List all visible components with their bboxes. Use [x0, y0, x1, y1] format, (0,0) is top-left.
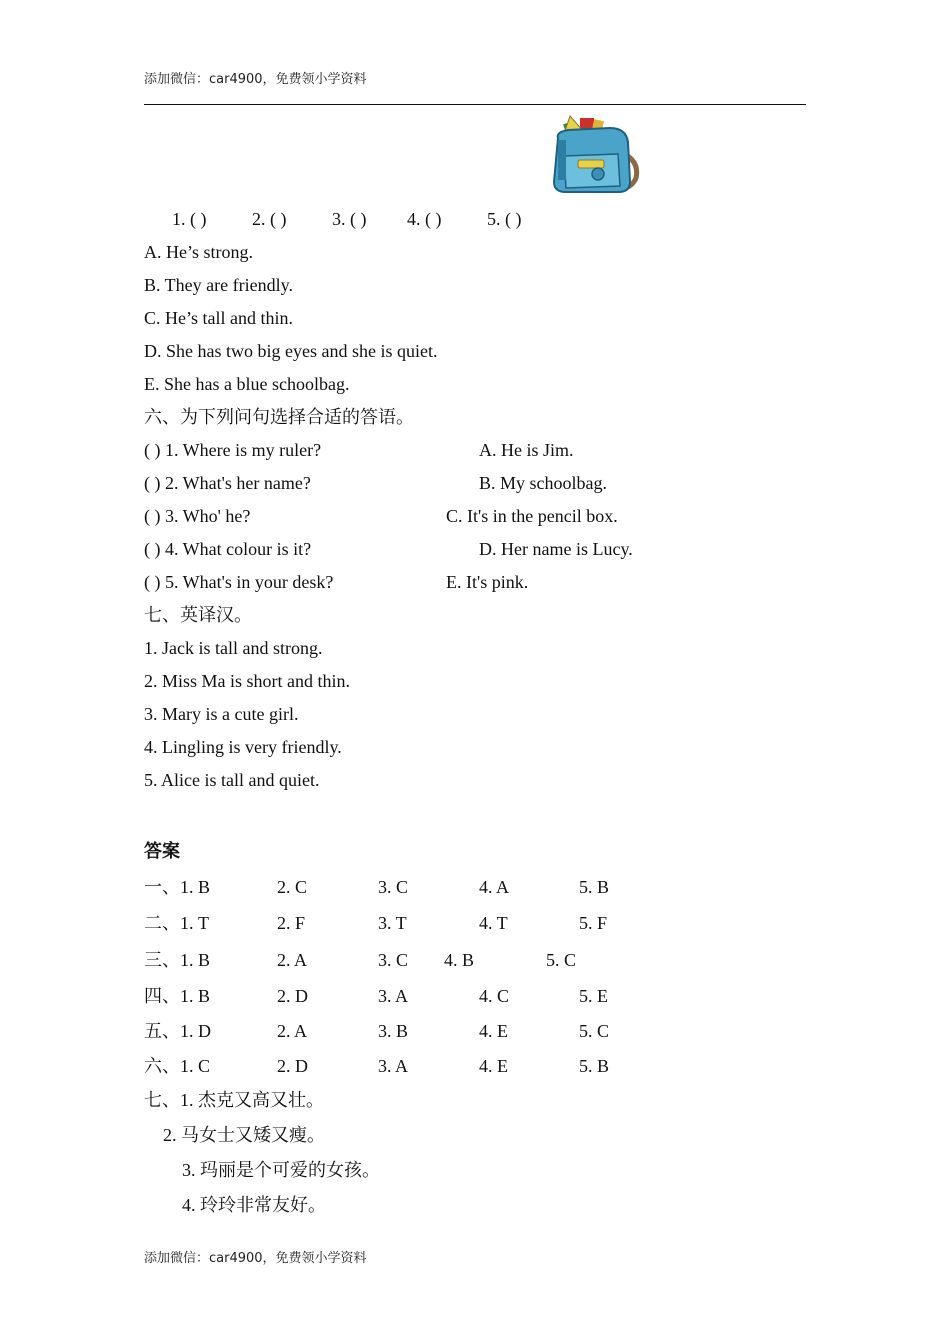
answer-row-6-col-2: 2. D — [277, 1056, 308, 1076]
blank-4[interactable]: 4. ( ) — [407, 209, 442, 229]
answer-row-3-col-2: 2. A — [277, 950, 308, 970]
section-6-question-2[interactable]: ( ) 2. What's her name? — [144, 473, 311, 493]
page-footer: 添加微信：car4900，免费领小学资料 — [144, 1251, 367, 1266]
answer-row-3-col-4: 4. B — [444, 950, 475, 970]
answer-row-6-col-5: 5. B — [579, 1056, 610, 1076]
blank-2[interactable]: 2. ( ) — [252, 209, 287, 229]
answer-row-6-col-1: 六、1. C — [144, 1056, 211, 1076]
schoolbag-illustration — [548, 112, 642, 196]
option-a: A. He’s strong. — [144, 242, 253, 262]
answer-row-2-col-4: 4. T — [479, 913, 508, 933]
answer-row-3-col-5: 5. C — [546, 950, 577, 970]
answer-row-4-col-1: 四、1. B — [144, 986, 211, 1006]
answer-row-2-col-1: 二、1. T — [144, 913, 209, 933]
answer-row-2-col-3: 3. T — [378, 913, 407, 933]
option-d: D. She has two big eyes and she is quiet. — [144, 341, 438, 361]
section-6-question-1[interactable]: ( ) 1. Where is my ruler? — [144, 440, 322, 460]
answer-row-5-col-1: 五、1. D — [144, 1021, 211, 1041]
page-header: 添加微信：car4900，免费领小学资料 — [144, 72, 367, 87]
section-7-item-4: 4. Lingling is very friendly. — [144, 737, 342, 757]
section-7-item-3: 3. Mary is a cute girl. — [144, 704, 299, 724]
answer-row-5-col-2: 2. A — [277, 1021, 308, 1041]
answer-row-1-col-2: 2. C — [277, 877, 308, 897]
section-6-question-3[interactable]: ( ) 3. Who' he? — [144, 506, 251, 526]
answer-row-4-col-4: 4. C — [479, 986, 510, 1006]
option-e: E. She has a blue schoolbag. — [144, 374, 350, 394]
answer-row-1-col-3: 3. C — [378, 877, 409, 897]
option-c: C. He’s tall and thin. — [144, 308, 293, 328]
translation-3: 3. 玛丽是个可爱的女孩。 — [182, 1160, 380, 1180]
answer-row-4-col-3: 3. A — [378, 986, 409, 1006]
option-b: B. They are friendly. — [144, 275, 293, 295]
header-rule — [144, 104, 806, 105]
translation-1: 七、1. 杰克又高又壮。 — [144, 1090, 324, 1110]
answer-row-6-col-4: 4. E — [479, 1056, 508, 1076]
answer-row-6-col-3: 3. A — [378, 1056, 409, 1076]
answer-row-1-col-5: 5. B — [579, 877, 610, 897]
section-6-question-4[interactable]: ( ) 4. What colour is it? — [144, 539, 312, 559]
answer-row-3-col-3: 3. C — [378, 950, 409, 970]
section-6-answer-e: E. It's pink. — [446, 572, 529, 592]
blank-3[interactable]: 3. ( ) — [332, 209, 367, 229]
answer-row-4-col-2: 2. D — [277, 986, 308, 1006]
section-7-item-2: 2. Miss Ma is short and thin. — [144, 671, 351, 691]
answer-row-5-col-4: 4. E — [479, 1021, 508, 1041]
answer-row-5-col-3: 3. B — [378, 1021, 409, 1041]
answer-row-1-col-1: 一、1. B — [144, 877, 211, 897]
section-6-answer-b: B. My schoolbag. — [479, 473, 607, 493]
section-6-answer-c: C. It's in the pencil box. — [446, 506, 618, 526]
section-6-answer-a: A. He is Jim. — [479, 440, 574, 460]
section-7-title: 七、英译汉。 — [144, 605, 252, 625]
section-6-question-5[interactable]: ( ) 5. What's in your desk? — [144, 572, 334, 592]
answer-row-1-col-4: 4. A — [479, 877, 510, 897]
translation-4: 4. 玲玲非常友好。 — [182, 1195, 326, 1215]
section-7-item-5: 5. Alice is tall and quiet. — [144, 770, 320, 790]
section-6-title: 六、为下列问句选择合适的答语。 — [144, 407, 414, 427]
section-6-answer-d: D. Her name is Lucy. — [479, 539, 633, 559]
answer-row-2-col-5: 5. F — [579, 913, 608, 933]
answer-row-2-col-2: 2. F — [277, 913, 306, 933]
blank-1[interactable]: 1. ( ) — [172, 209, 207, 229]
answer-key-title: 答案 — [144, 841, 180, 861]
translation-2: 2. 马女士又矮又瘦。 — [163, 1125, 325, 1145]
answer-row-4-col-5: 5. E — [579, 986, 608, 1006]
blank-5[interactable]: 5. ( ) — [487, 209, 522, 229]
section-7-item-1: 1. Jack is tall and strong. — [144, 638, 323, 658]
answer-row-3-col-1: 三、1. B — [144, 950, 211, 970]
answer-row-5-col-5: 5. C — [579, 1021, 610, 1041]
